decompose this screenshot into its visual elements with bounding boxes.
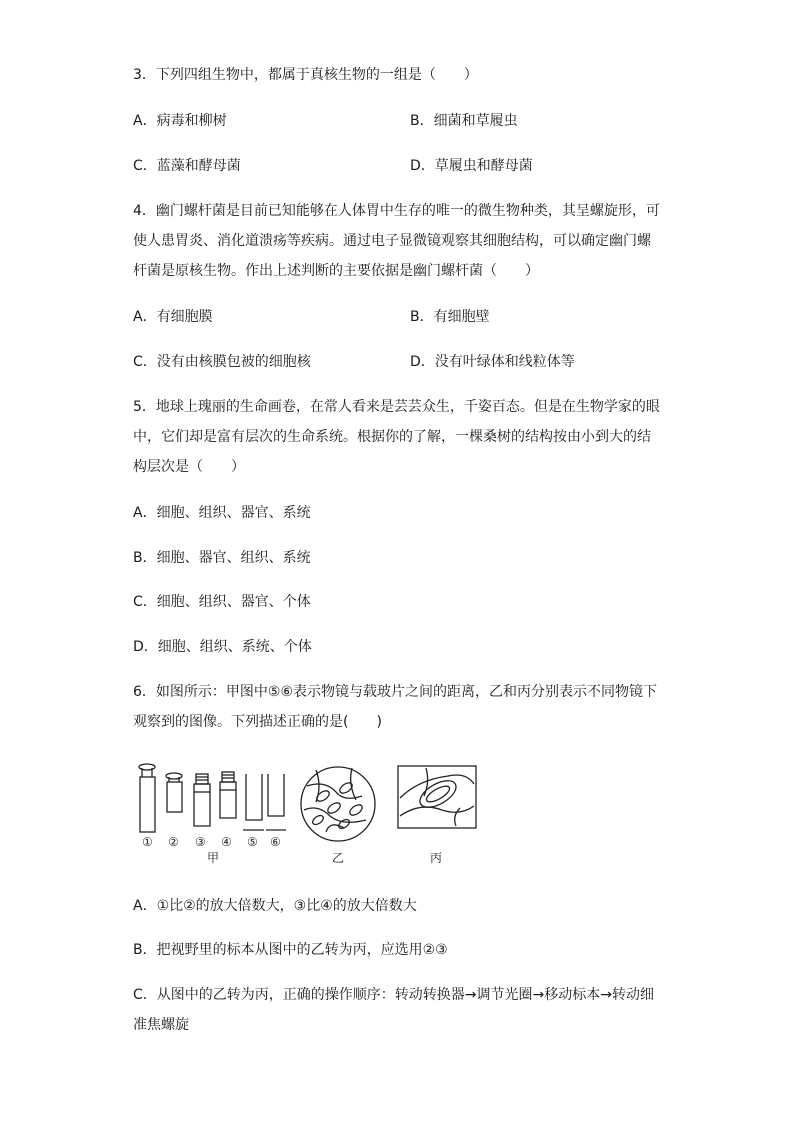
q3-option-d: D．草履虫和酵母菌 [410, 158, 533, 174]
objective-3-icon [194, 774, 210, 826]
q4-option-c: C．没有由核膜包被的细胞核 [133, 354, 311, 370]
distance-5-icon [243, 774, 264, 830]
q6-option-c-line-1: C．从图中的乙转为丙，正确的操作顺序：转动转换器→调节光圈→移动标本→转动细 [133, 987, 654, 1003]
distance-6-icon [266, 774, 286, 830]
figure-number-3: ③ [195, 835, 206, 849]
q4-option-a: A．有细胞膜 [133, 309, 213, 325]
q6-stem-line-2: 观察到的图像。下列描述正确的是( ) [133, 714, 382, 730]
figure-label-jia: 甲 [207, 851, 220, 865]
q6-option-a: A．①比②的放大倍数大，③比④的放大倍数大 [133, 898, 417, 914]
figure-number-2: ② [168, 835, 179, 849]
q4-stem-line-3: 杆菌是原核生物。作出上述判断的主要依据是幽门螺杆菌（ ） [133, 263, 539, 279]
q3-stem: 3．下列四组生物中，都属于真核生物的一组是（ ） [133, 67, 478, 83]
q5-option-b: B．细胞、器官、组织、系统 [133, 550, 311, 566]
objective-1-icon [139, 764, 155, 832]
figure-label-bing: 丙 [430, 851, 443, 865]
q4-option-d: D．没有叶绿体和线粒体等 [410, 354, 575, 370]
figure-number-4: ④ [221, 835, 232, 849]
q4-option-b: B．有细胞壁 [410, 309, 490, 325]
q5-stem-line-2: 中，它们却是富有层次的生命系统。根据你的了解，一棵桑树的结构按由小到大的结 [133, 429, 651, 445]
q3-option-c: C．蓝藻和酵母菌 [133, 158, 241, 174]
q5-option-c: C．细胞、组织、器官、个体 [133, 594, 311, 610]
q3-option-b: B．细菌和草履虫 [410, 113, 518, 129]
figure-number-5: ⑤ [247, 835, 258, 849]
q6-option-c-line-2: 准焦螺旋 [133, 1017, 189, 1033]
figure-label-yi: 乙 [332, 851, 345, 865]
q5-option-a: A．细胞、组织、器官、系统 [133, 505, 311, 521]
q5-stem-line-3: 构层次是（ ） [133, 459, 245, 475]
q5-stem-line-1: 5．地球上瑰丽的生命画卷，在常人看来是芸芸众生，千姿百态。但是在生物学家的眼 [133, 399, 660, 415]
q4-stem-line-2: 使人患胃炎、消化道溃疡等疾病。通过电子显微镜观察其细胞结构，可以确定幽门螺 [133, 233, 651, 249]
field-of-view-yi-icon [301, 767, 375, 841]
q4-stem-line-1: 4．幽门螺杆菌是目前已知能够在人体胃中生存的唯一的微生物种类，其呈螺旋形，可 [133, 203, 660, 219]
field-of-view-bing-icon [398, 766, 476, 828]
figure-number-1: ① [142, 835, 153, 849]
objective-2-icon [166, 773, 182, 812]
figure-number-6: ⑥ [270, 835, 281, 849]
q6-option-b: B．把视野里的标本从图中的乙转为丙，应选用②③ [133, 942, 448, 958]
q6-stem-line-1: 6．如图所示：甲图中⑤⑥表示物镜与载玻片之间的距离，乙和丙分别表示不同物镜下 [133, 684, 658, 700]
q3-option-a: A．病毒和柳树 [133, 113, 227, 129]
q5-option-d: D．细胞、组织、系统、个体 [133, 639, 312, 655]
objective-4-icon [220, 772, 236, 818]
microscope-figure [130, 758, 490, 870]
